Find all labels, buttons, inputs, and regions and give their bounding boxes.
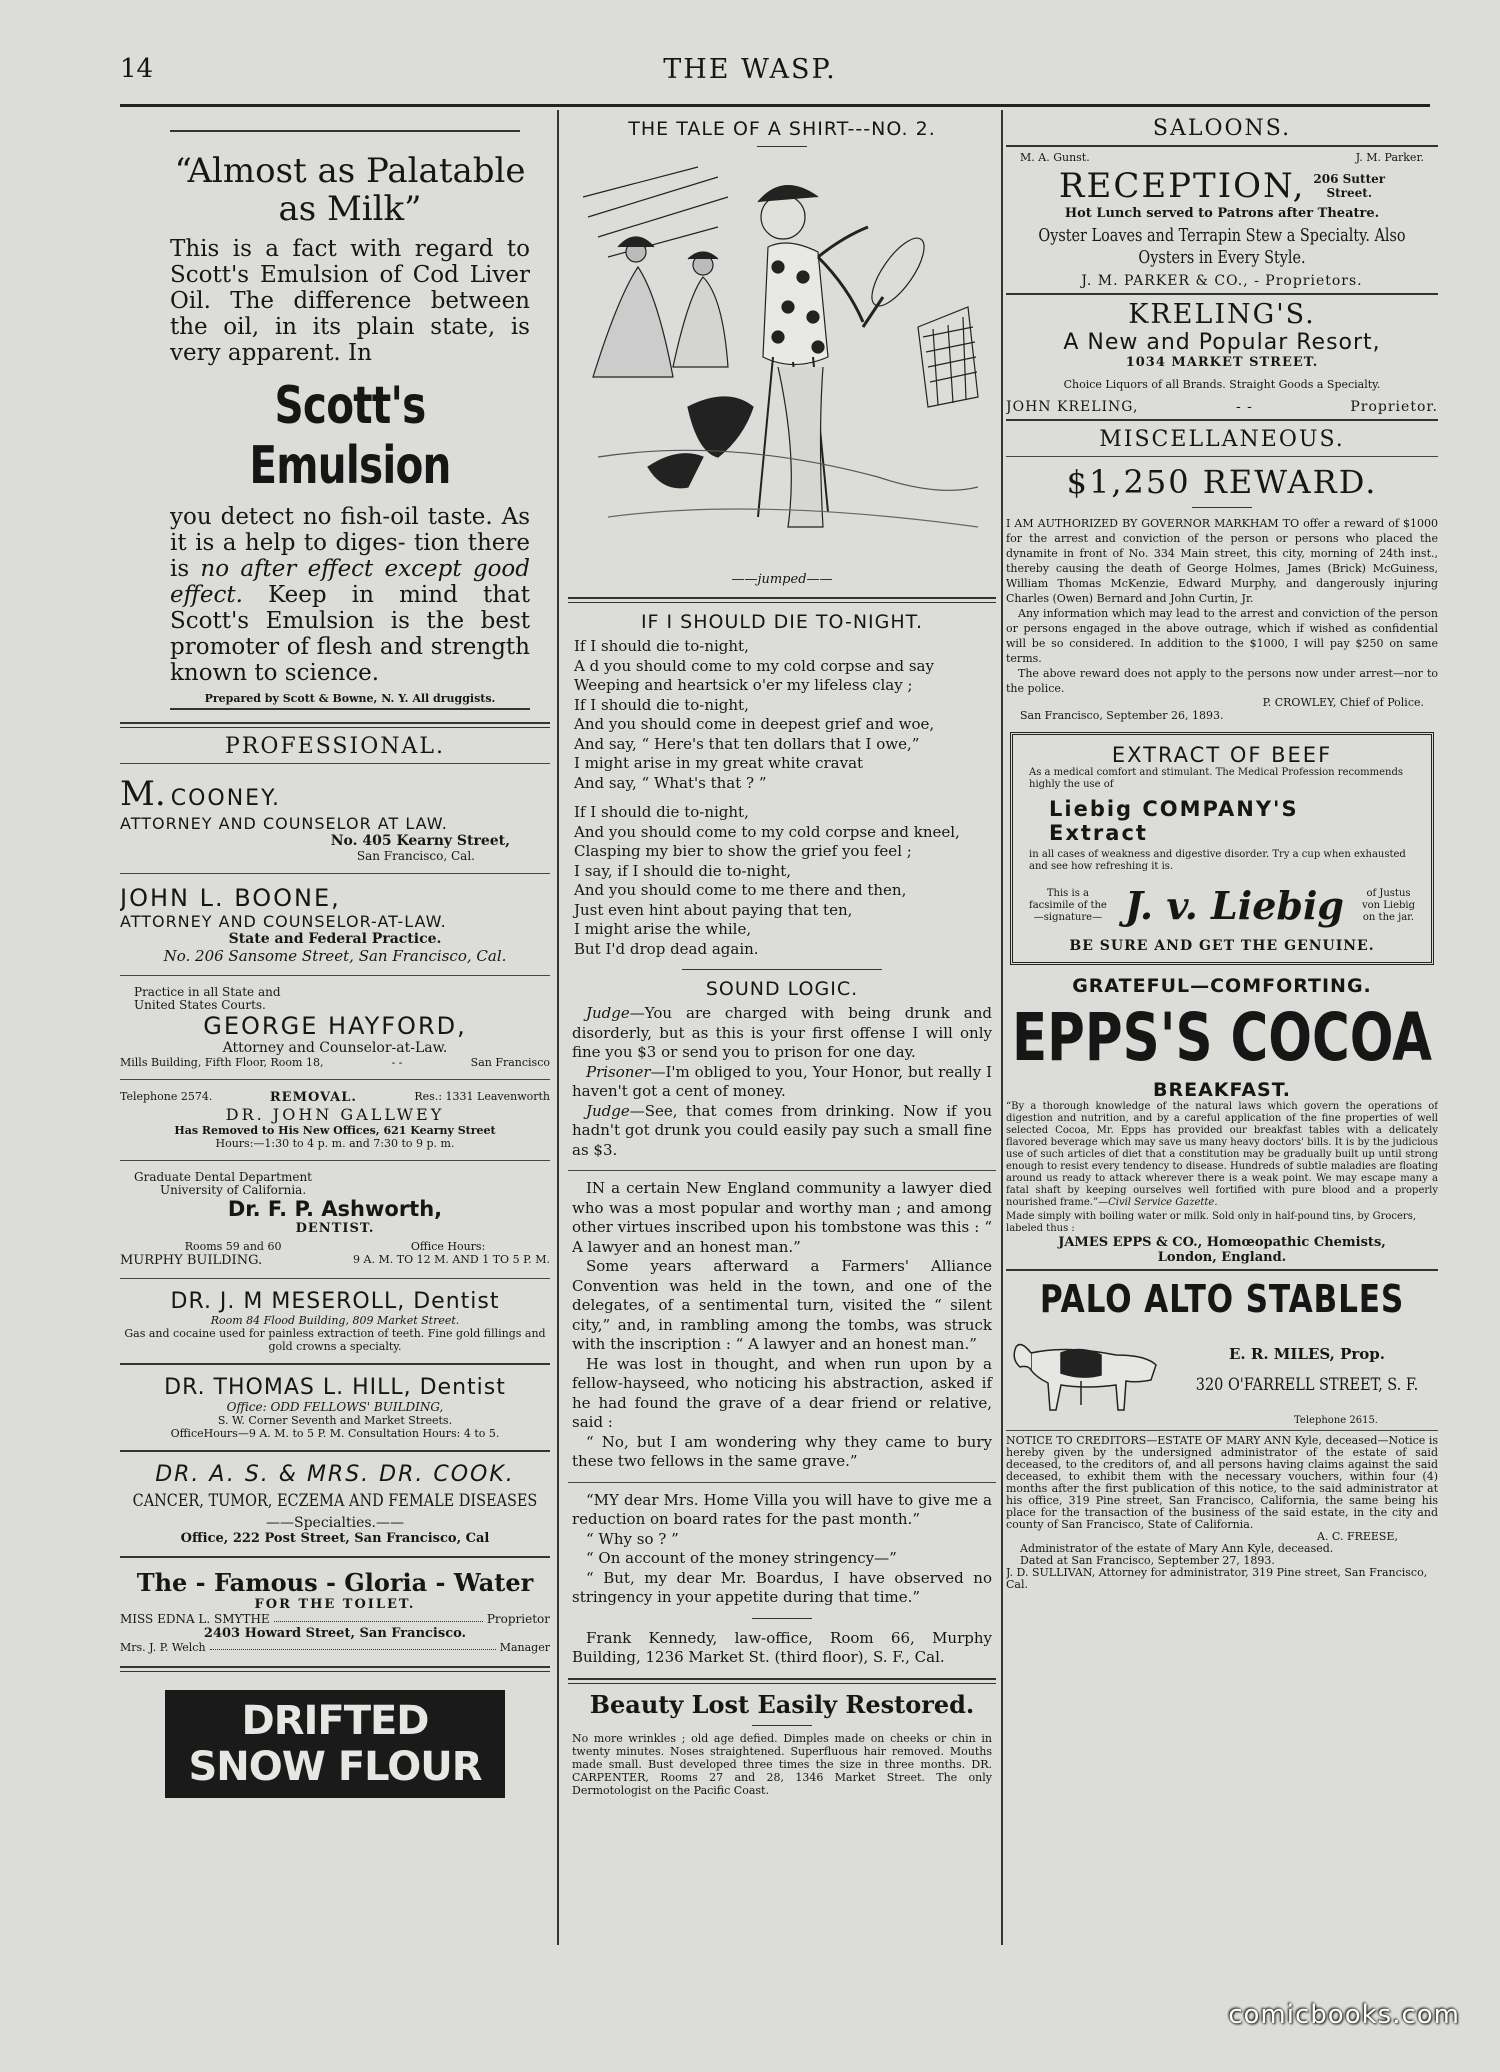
cartoon-title: THE TALE OF A SHIRT---NO. 2. bbox=[628, 118, 936, 140]
epps-breakfast: BREAKFAST. bbox=[1153, 1079, 1291, 1101]
gallwey-hours: Hours:—1:30 to 4 p. m. and 7:30 to 9 p. m. bbox=[215, 1137, 455, 1150]
cooney-card bbox=[120, 768, 550, 869]
rule bbox=[120, 1160, 550, 1161]
gallwey-moved: Has Removed to His New Offices, 621 Kearny Street bbox=[174, 1124, 496, 1137]
cook-office: Office, 222 Post Street, San Francisco, Cal bbox=[180, 1531, 490, 1546]
reward-heading: $1,250 REWARD. bbox=[1066, 463, 1378, 501]
notice-attorney: J. D. SULLIVAN, Attorney for administrator, 319 Pine street, San Francisco, Cal. bbox=[1006, 1566, 1428, 1591]
gallwey-card bbox=[120, 1084, 550, 1156]
liebig-intro: As a medical comfort and stimulant. The Medical Profession recommends highly the use of bbox=[1029, 767, 1403, 790]
boone-address: No. 206 Sansome Street, San Francisco, Cal. bbox=[163, 947, 507, 965]
cook-name: DR. A. S. & MRS. DR. COOK. bbox=[155, 1462, 515, 1487]
rule bbox=[120, 975, 550, 976]
lawyer-story: IN a certain New England community a lawyer died who was a most popular and worthy man ; and among other virtues inscribed upon his tombstone was this : “ A lawyer and an honest man.” Some years afterward a Farmers' Alliance Convention was held in the town, and one of the delegates, of a sentimental turn, visited the “ silent city,” and, in rambling among the tombs, was struck with the inscription : “ A lawyer and an honest man.” He was lost in thought, and when run upon by a fellow-hayseed, who noticing his abstraction, asked if he had found the grave of a dear friend or relative, said : “ No, but I am wondering why they came to bury these two fellows in the same grave.” bbox=[572, 1179, 992, 1470]
rule bbox=[120, 1278, 550, 1279]
scott-brand: Scott's Emulsion bbox=[249, 376, 451, 496]
kreling-name: KRELING'S. bbox=[1128, 299, 1316, 330]
horse-icon bbox=[1006, 1325, 1176, 1415]
ashworth-rooms: Rooms 59 and 60 Office Hours: bbox=[184, 1240, 486, 1253]
hill-office: Office: ODD FELLOWS' BUILDING, bbox=[226, 1400, 444, 1414]
kreling-resort: A New and Popular Resort, bbox=[1063, 330, 1381, 355]
tennis-cartoon-image bbox=[578, 157, 986, 557]
cook-card bbox=[120, 1456, 550, 1552]
cooney-address: No. 405 Kearny Street, bbox=[330, 833, 510, 849]
gloria-address: 2403 Howard Street, San Francisco. bbox=[203, 1626, 467, 1641]
liebig-brand: Liebig COMPANY'S bbox=[1049, 797, 1299, 821]
gloria-name: The - Famous - Gloria - Water bbox=[136, 1568, 534, 1597]
liebig-title: EXTRACT OF BEEF bbox=[1111, 743, 1333, 767]
ashworth-title: DENTIST. bbox=[295, 1221, 375, 1236]
drifted-snow-flour-ad: DRIFTED SNOW FLOUR bbox=[165, 1690, 505, 1798]
reception-name: RECEPTION, bbox=[1058, 166, 1306, 206]
reward-text-1: I AM AUTHORIZED BY GOVERNOR MARKHAM TO offer a reward of $1000 for the arrest and conviction of the person or persons who placed the dynamite in front of No. 334 Main street, this city, morning of 24th inst., thereby causing the death of George Holmes, James (Brick) McGuiness, William Thomas McKenzie, Edward Murphy, and dangerously injuring Charles (Owen) Bernard and John Curtin, Jr. bbox=[1006, 517, 1438, 605]
rule bbox=[120, 1666, 550, 1672]
meseroll-address: Room 84 Flood Building, 809 Market Street. bbox=[210, 1314, 460, 1327]
rule bbox=[568, 1678, 996, 1684]
kreling-liquors: Choice Liquors of all Brands. Straight Goods a Specialty. bbox=[1063, 378, 1381, 391]
reception-lunch: Hot Lunch served to Patrons after Theatre. bbox=[1064, 206, 1380, 221]
publication-title: THE WASP. bbox=[663, 54, 837, 85]
liebig-extract-ad bbox=[1010, 732, 1434, 965]
cooney-title: ATTORNEY AND COUNSELOR AT LAW. bbox=[120, 814, 448, 833]
cook-specialties: ——Specialties.—— bbox=[265, 1515, 404, 1531]
column-divider bbox=[557, 110, 559, 1945]
reception-address: 206 Sutter Street. bbox=[1313, 172, 1386, 200]
column-right bbox=[1006, 110, 1438, 1950]
hayford-title: Attorney and Counselor-at-Law. bbox=[222, 1040, 448, 1056]
rule bbox=[120, 1363, 550, 1365]
rule bbox=[120, 763, 550, 764]
kennedy-notice: Frank Kennedy, law-office, Room 66, Murphy Building, 1236 Market St. (third floor), S. F., Cal. bbox=[572, 1628, 992, 1666]
ashworth-building: MURPHY BUILDING. 9 A. M. TO 12 M. AND 1 TO 5 P. M. bbox=[120, 1253, 550, 1268]
rule bbox=[568, 597, 996, 603]
watermark: comicbooks.com bbox=[1228, 2000, 1460, 2030]
logic-title: SOUND LOGIC. bbox=[705, 978, 859, 1000]
rule bbox=[1006, 1430, 1438, 1431]
gallwey-name: DR. JOHN GALLWEY bbox=[225, 1105, 445, 1124]
hill-card bbox=[120, 1369, 550, 1446]
reception-oyster: Oyster Loaves and Terrapin Stew a Specialty. Also Oysters in Every Style. bbox=[1038, 225, 1406, 268]
gloria-manager: Mrs. J. P. Welch Manager bbox=[120, 1641, 550, 1654]
epps-tag: GRATEFUL—COMFORTING. bbox=[1072, 975, 1372, 997]
cooney-initial: M. bbox=[120, 774, 166, 814]
column-left bbox=[120, 110, 550, 1950]
hayford-pre-1: Practice in all State and bbox=[134, 985, 281, 999]
rule bbox=[1192, 507, 1252, 508]
cartoon-caption: ——jumped—— bbox=[731, 572, 833, 587]
column-divider bbox=[1001, 110, 1003, 1945]
liebig-signature: J. v. Liebig bbox=[1124, 883, 1344, 928]
rule bbox=[682, 969, 882, 970]
rule bbox=[170, 130, 520, 132]
reward-text-3: The above reward does not apply to the persons now under arrest—nor to the police. bbox=[1006, 667, 1438, 695]
liebig-genuine: BE SURE AND GET THE GENUINE. bbox=[1069, 938, 1375, 954]
rule bbox=[120, 1556, 550, 1558]
gallwey-top: Telephone 2574. REMOVAL. Res.: 1331 Leavenworth bbox=[120, 1090, 550, 1105]
gloria-for: FOR THE TOILET. bbox=[254, 1597, 416, 1612]
kreling-address: 1034 MARKET STREET. bbox=[1125, 355, 1319, 370]
palo-address: 320 O'FARRELL STREET, S. F. bbox=[1195, 1375, 1419, 1395]
palo-alto-stables-name: PALO ALTO STABLES bbox=[1039, 1277, 1405, 1321]
hill-hours: OfficeHours—9 A. M. to 5 P. M. Consultation Hours: 4 to 5. bbox=[170, 1427, 500, 1440]
ashworth-pre-2: University of California. bbox=[160, 1183, 307, 1197]
rule bbox=[120, 1450, 550, 1452]
cook-diseases: CANCER, TUMOR, ECZEMA AND FEMALE DISEASES bbox=[132, 1491, 538, 1511]
ashworth-card bbox=[120, 1165, 550, 1274]
hayford-address: Mills Building, Fifth Floor, Room 18, - - San Francisco bbox=[120, 1056, 550, 1069]
rule bbox=[1006, 419, 1438, 421]
hayford-name: GEORGE HAYFORD, bbox=[203, 1012, 467, 1040]
palo-phone: Telephone 2615. bbox=[1294, 1415, 1378, 1426]
meseroll-note: Gas and cocaine used for painless extraction of teeth. Fine gold fillings and gold crowns a specialty. bbox=[124, 1327, 546, 1353]
reward-signed: P. CROWLEY, Chief of Police. bbox=[1262, 696, 1424, 709]
palo-details bbox=[1176, 1345, 1438, 1395]
gloria-proprietor: MISS EDNA L. SMYTHE Proprietor bbox=[120, 1612, 550, 1626]
rule bbox=[120, 722, 550, 728]
scott-text: This is a fact with regard to Scott's Emulsion of Cod Liver Oil. The difference between the oil, in its plain state, is very apparent. In bbox=[170, 236, 530, 366]
boone-name: JOHN L. BOONE, bbox=[120, 884, 341, 912]
epps-made: Made simply with boiling water or milk. Sold only in half-pound tins, by Grocers, labeled thus : bbox=[1006, 1211, 1416, 1234]
scott-text-2: you detect no fish-oil taste. As it is a help to diges- tion there is no after effect except good effect. Keep in mind that Scott's Emulsion is the best promoter of flesh and strength known to science. bbox=[170, 504, 530, 686]
epps-place: London, England. bbox=[1157, 1250, 1287, 1265]
gloria-card bbox=[120, 1562, 550, 1660]
boarder-story: “MY dear Mrs. Home Villa you will have to give me a reduction on board rates for the past month.” “ Why so ? ” “ On account of the money stringency—” “ But, my dear Mr. Boardus, I have observed no stringency in your appetite during that time.” bbox=[572, 1490, 992, 1606]
scotts-emulsion-ad bbox=[170, 152, 530, 710]
page-number: 14 bbox=[120, 54, 154, 84]
beauty-text: No more wrinkles ; old age defied. Dimples made on cheeks or chin in twenty minutes. Noses straightened. Superfluous hair removed. Mouths made small. Bust developed three times the size in three months. DR. CARPENTER, Rooms 27 and 28, 1346 Market Street. The only Dermotologist on the Pacific Coast. bbox=[572, 1731, 992, 1797]
meseroll-card bbox=[120, 1283, 550, 1359]
reward-text-2: Any information which may lead to the arrest and conviction of the person or persons engaged in the above outrage, which if wished as confidential will be so considered. In addition to the $1000, I will pay $250 on same terms. bbox=[1006, 607, 1438, 665]
poem-stanza-1: If I should die to-night, A d you should come to my cold corpse and say Weeping and heartsick o'er my lifeless clay ; If I should die to-night, And you should come in deepest grief and woe, And say, “ Here's that ten dollars that I owe,” I might arise in my great white cravat And say, “ What's that ? ” bbox=[574, 637, 935, 792]
epps-text: “By a thorough knowledge of the natural laws which govern the operations of digestion and nutrition, and by a careful application of the fine properties of well selected Cocoa, Mr. Epps has provided our breakfast tables with a delicately flavored beverage which may save us many heavy doctors' bills. It is by the judicious use of such articles of diet that a constitution may be gradually built up until strong enough to resist every tendency to disease. Hundreds of subtle maladies are floating around us ready to attack wherever there is a weak point. We may escape many a fatal shaft by keeping ourselves well fortified with pure blood and a properly nourished frame.”—Civil Service Gazette. bbox=[1006, 1101, 1438, 1208]
rule bbox=[1006, 1269, 1438, 1271]
rule bbox=[757, 146, 807, 147]
creditors-notice: NOTICE TO CREDITORS—ESTATE OF MARY ANN Kyle, deceased—Notice is hereby given by the undersigned administrator of the estate of said deceased, to the creditors of, and all persons having claims against the said deceased, to exhibit them with the necessary vouchers, within four (4) months after the first publication of this notice, to the said administrator at his office, 319 Pine street, San Francisco, California, the same being his place for the transaction of the business of the said estate, in the city and county of San Francisco, State of California. bbox=[1006, 1434, 1438, 1531]
sound-logic-story: Judge—You are charged with being drunk and disorderly, but as this is your first offense I will only fine you $3 or send you to prison for one day. Prisoner—I'm obliged to you, Your Honor, but really I haven't got a cent of money. Judge—See, that comes from drinking. Now if you hadn't got drunk you could easily pay such a small fine as $3. bbox=[572, 1004, 992, 1159]
hill-corner: S. W. Corner Seventh and Market Streets. bbox=[217, 1414, 453, 1427]
hill-name: DR. THOMAS L. HILL, Dentist bbox=[164, 1375, 506, 1400]
scott-headline: “Almost as Palatable as Milk” bbox=[174, 151, 526, 229]
palo-alto-stables-ad bbox=[1006, 1325, 1438, 1415]
boone-practice: State and Federal Practice. bbox=[228, 931, 442, 947]
cartoon-illustration bbox=[578, 157, 986, 572]
rule bbox=[1006, 456, 1438, 457]
boone-card bbox=[120, 878, 550, 971]
ashworth-pre-1: Graduate Dental Department bbox=[134, 1170, 313, 1184]
ashworth-name: Dr. F. P. Ashworth, bbox=[227, 1197, 443, 1221]
rule bbox=[568, 1170, 996, 1171]
header-rule bbox=[120, 104, 1430, 107]
hayford-pre-2: United States Courts. bbox=[134, 998, 266, 1012]
reception-proprietors: J. M. PARKER & CO., - Proprietors. bbox=[1081, 273, 1363, 289]
liebig-extract: Extract bbox=[1049, 821, 1148, 845]
liebig-uses: in all cases of weakness and digestive disorder. Try a cup when exhausted and see how refreshing it is. bbox=[1029, 849, 1406, 872]
rule bbox=[120, 1079, 550, 1080]
palo-prop: E. R. MILES, Prop. bbox=[1228, 1345, 1386, 1363]
poem-title: IF I SHOULD DIE TO-NIGHT. bbox=[640, 611, 924, 633]
notice-role: Administrator of the estate of Mary Ann Kyle, deceased. bbox=[1020, 1542, 1334, 1555]
hayford-card bbox=[120, 980, 550, 1075]
saloon-owners: M. A. Gunst. J. M. Parker. bbox=[1020, 151, 1424, 164]
kreling-proprietor: JOHN KRELING, - - Proprietor. bbox=[1006, 399, 1438, 415]
notice-dated: Dated at San Francisco, September 27, 1893. bbox=[1020, 1554, 1275, 1567]
reward-date: San Francisco, September 26, 1893. bbox=[1020, 709, 1224, 722]
rule bbox=[752, 1618, 812, 1619]
column-center bbox=[568, 110, 996, 1950]
rule bbox=[1006, 145, 1438, 147]
epps-cocoa-brand: EPPS'S COCOA bbox=[1011, 999, 1433, 1076]
liebig-signature-row bbox=[1029, 883, 1415, 928]
beauty-title: Beauty Lost Easily Restored. bbox=[589, 1689, 975, 1719]
boone-title: ATTORNEY AND COUNSELOR-AT-LAW. bbox=[120, 912, 447, 931]
rule bbox=[120, 873, 550, 874]
rule bbox=[1006, 293, 1438, 295]
section-heading: PROFESSIONAL. bbox=[225, 734, 445, 759]
cooney-name: COONEY. bbox=[170, 786, 282, 811]
liebig-fac-left: This is a facsimile of the —signature— bbox=[1029, 887, 1107, 923]
cooney-city: San Francisco, Cal. bbox=[356, 849, 475, 863]
miscellaneous-heading: MISCELLANEOUS. bbox=[1099, 427, 1345, 452]
rule bbox=[752, 1725, 812, 1726]
poem-stanza-2: If I should die to-night, And you should come to my cold corpse and kneel, Clasping my bier to show the grief you feel ; I say, if I should die to-night, And you should come to me there and then, Just even hint about paying that ten, I might arise the while, But I'd drop dead again. bbox=[574, 803, 960, 958]
reception-ad bbox=[1006, 166, 1438, 206]
page-header bbox=[0, 50, 1500, 90]
saloons-heading: SALOONS. bbox=[1152, 116, 1292, 141]
rule bbox=[568, 1482, 996, 1483]
notice-signer: A. C. FREESE, bbox=[1317, 1530, 1398, 1543]
meseroll-name: DR. J. M MESEROLL, Dentist bbox=[170, 1289, 500, 1314]
scott-prepared-by: Prepared by Scott & Bowne, N. Y. All druggists. bbox=[170, 692, 530, 710]
epps-maker: JAMES EPPS & CO., Homœopathic Chemists, bbox=[1058, 1235, 1386, 1250]
liebig-fac-right: of Justus von Liebig on the jar. bbox=[1361, 887, 1415, 923]
